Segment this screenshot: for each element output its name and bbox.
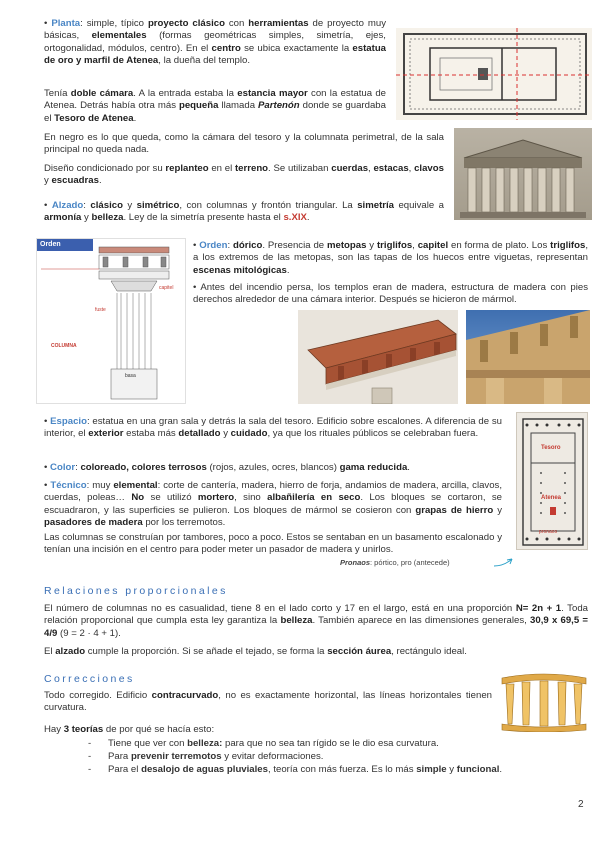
espacio-paragraph: • Espacio: estatua en una gran sala y detrás la sala del tesoro. Edificio sobre escalones. A diferencia de su interior, el exterior estaba más detallado y cuidado, ya que los rituales públicos se celebraban fuera. [44, 416, 502, 440]
tecnico-paragraph: • Técnico: muy elemental: corte de cantería, madera, hierro de forja, andamios de madera, arcilla, clavos, cuerdas, poleas… No se utilizó mortero, sino albañilería en seco. Los bloques se cortaron, se escuadraron, y las superficies se pulieron. Los bloques de mármol se cosieron con grapas de hierro y pasadores de madera por los terremotos. [44, 480, 503, 529]
entablature-photo-marble [466, 310, 590, 404]
columna-label: COLUMNA [51, 343, 77, 349]
pronaos-note: Pronaos: pórtico, pro (antecede) [340, 558, 450, 567]
pronaos-arrow-icon [492, 556, 516, 568]
plan-drawing [396, 28, 592, 120]
incendio-paragraph: • Antes del incendio persa, los templos eran de madera, estructura de madera con pies derechos alrededor de una cámara interior. Después se hicieron de mármol. [193, 282, 588, 306]
planta-paragraph: • Planta: simple, típico proyecto clásico con herramientas de proyecto muy básicas, elementales (formas geométricas simples, simetría, ejes, ortogonalidad, módulos, centro). En el centro se ubica exactamente la estatua de oro y marfil de Atenea, la dueña del templo. [44, 18, 387, 67]
temple-facade-photo [454, 128, 592, 220]
columnas-paragraph: Las columnas se construían por tambores, poco a poco. Estos se sentaban en un basamento escalonado y tenían una incisión en el centro para poder meter un pasador de madera y unirlos. [44, 532, 502, 556]
entablature-wood-drawing [298, 310, 458, 404]
curvature-columns-figure [498, 668, 590, 732]
parthenon-plan-figure [396, 28, 592, 120]
planta-label: Planta [51, 18, 81, 29]
page-number: 2 [578, 799, 584, 810]
capitel-label: capitel [159, 285, 174, 291]
entablature-photo-wood [298, 310, 458, 404]
color-paragraph: • Color: coloreado, colores terrosos (rojos, azules, ocres, blancos) gama reducida. [44, 462, 410, 473]
correcciones-heading: Correcciones [44, 673, 135, 685]
entablature-marble-drawing [466, 310, 590, 404]
facade-drawing [454, 128, 592, 220]
negro-paragraph: En negro es lo que queda, como la cámara del tesoro y la columnata perimetral, de la sala principal no queda nada. [44, 132, 444, 156]
doric-order-drawing [37, 239, 186, 404]
tesoro-label: Tesoro [541, 445, 561, 451]
teoria-item: - Tiene que ver con belleza: para que no sea tan rígido se le dio esa curvatura. [88, 738, 600, 751]
teoria-item: - Para prevenir terremotos y evitar deformaciones. [88, 751, 600, 764]
espacio-label: Espacio [50, 416, 87, 427]
alzado-paragraph: • Alzado: clásico y simétrico, con columnas y frontón triangular. La simetría equivale a armonía y belleza. Ley de la simetría presente hasta el s.XIX. [44, 200, 444, 224]
fuste-label: fuste [95, 307, 106, 313]
relaciones-paragraph-2: El alzado cumple la proporción. Si se añade el tejado, se forma la sección áurea, rectángulo ideal. [44, 646, 467, 657]
teorias-list [0, 738, 600, 777]
correcciones-paragraph-2: Hay 3 teorías de por qué se hacía esto: [44, 724, 215, 735]
relaciones-paragraph-1: El número de columnas no es casualidad, tiene 8 en el lado corto y 17 en el largo, está en una proporción N= 2n + 1. Toda relación proporcional que cumpla esta ley garantiza la belleza. También aparece en las dimensiones generales, 30,9 x 69,5 = 4/9 (9 = 2 · 4 + 1). [44, 603, 589, 639]
relaciones-heading: Relaciones proporcionales [44, 585, 228, 597]
doric-order-figure [36, 238, 186, 404]
orden-figure-title: Orden [37, 239, 93, 251]
basa-label: basa [125, 373, 136, 379]
correcciones-paragraph-1: Todo corregido. Edificio contracurvado, no es exactamente horizontal, las líneas horizontales tienen curvatura. [44, 690, 492, 714]
teoria-item: - Para el desalojo de aguas pluviales, teoría con más fuerza. Es lo más simple y funcional. [88, 764, 600, 777]
color-label: Color [50, 462, 76, 473]
orden-paragraph: • Orden: dórico. Presencia de metopas y triglifos, capitel en forma de plato. Los triglifos, a los extremos de las metopas, son las tapas de los huecos entre viguetas, representan escenas mitológicas. [193, 240, 588, 276]
tecnico-label: Técnico [50, 480, 87, 491]
curved-columns-drawing [498, 668, 590, 732]
orden-label: Orden [199, 240, 228, 251]
pronaos-plan-label: pronaos [539, 529, 558, 535]
alzado-label: Alzado [51, 200, 84, 211]
atenea-label: Atenea [541, 495, 562, 501]
diseno-paragraph: Diseño condicionado por su replanteo en el terreno. Se utilizaban cuerdas, estacas, clavos y escuadras. [44, 163, 444, 187]
parthenon-plan-detail-figure [516, 412, 588, 550]
camara-paragraph: Tenía doble cámara. A la entrada estaba la estancia mayor con la estatua de Atenea. Detrás había otra más pequeña llamada Partenón donde se guardaba el Tesoro de Atenea. [44, 88, 386, 124]
